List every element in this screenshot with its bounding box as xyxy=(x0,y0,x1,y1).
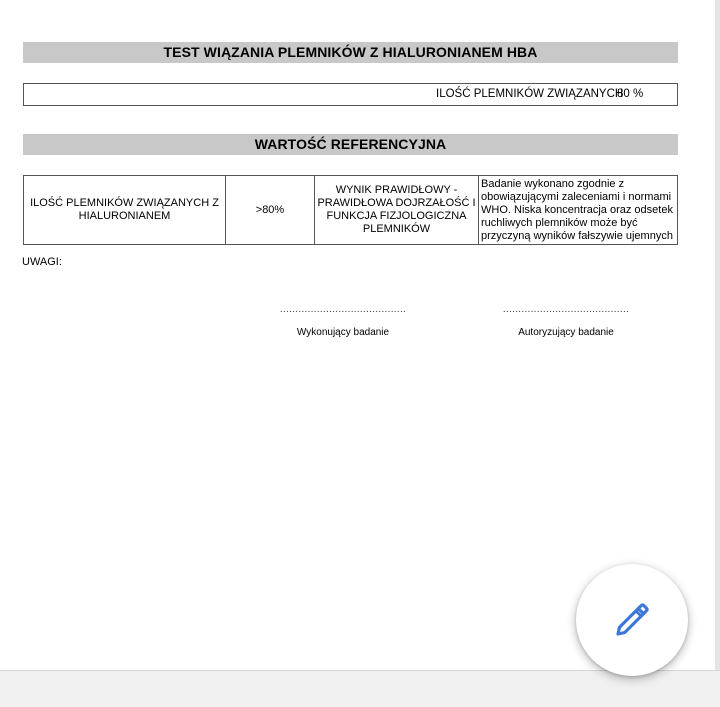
pencil-icon xyxy=(611,599,653,641)
document-title: TEST WIĄZANIA PLEMNIKÓW Z HIALURONIANEM HBA xyxy=(23,42,678,63)
reference-table xyxy=(23,175,678,245)
performer-caption: Wykonujący badanie xyxy=(296,327,390,338)
result-value: 80 % xyxy=(617,88,644,100)
result-label: ILOŚĆ PLEMNIKÓW ZWIĄZANYCH xyxy=(436,88,624,100)
performer-signature xyxy=(263,305,423,338)
reference-title: WARTOŚĆ REFERENCYJNA xyxy=(23,134,678,155)
reference-threshold: >80% xyxy=(226,176,315,245)
page-edge-shadow xyxy=(715,0,720,670)
signature-line: ......................................... xyxy=(502,304,630,315)
authorizer-signature xyxy=(486,305,646,338)
table-row xyxy=(24,176,678,245)
authorizer-caption: Autoryzujący badanie xyxy=(518,327,614,338)
edit-button[interactable] xyxy=(576,564,688,676)
reference-note: Badanie wykonano zgodnie z obowiązującymi zaleceniami i normami WHO. Niska koncentracja oraz odsetek ruchliwych plemników może być przyczyną wyników fałszywie ujemnych xyxy=(479,176,678,245)
signature-line: ......................................... xyxy=(279,304,407,315)
result-row xyxy=(23,83,678,106)
reference-parameter: ILOŚĆ PLEMNIKÓW ZWIĄZANYCH Z HIALURONIANEM xyxy=(24,176,226,245)
bottom-bar xyxy=(0,670,720,707)
remarks-label: UWAGI: xyxy=(22,256,62,268)
reference-interpretation: WYNIK PRAWIDŁOWY - PRAWIDŁOWA DOJRZAŁOŚĆ I FUNKCJA FIZJOLOGICZNA PLEMNIKÓW xyxy=(315,176,479,245)
